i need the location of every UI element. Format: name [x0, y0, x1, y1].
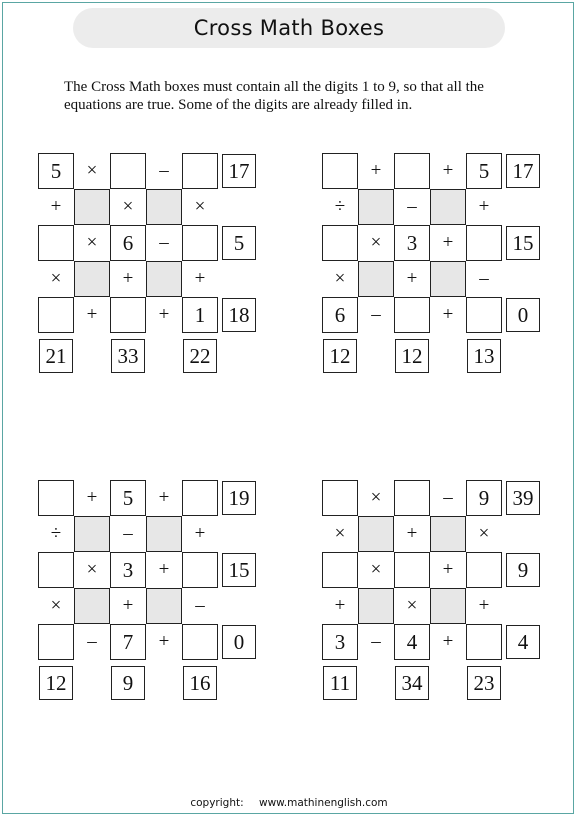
operator: ×	[50, 268, 62, 289]
row-result: 0	[222, 625, 256, 659]
blocked-cell	[146, 588, 182, 624]
puzzle-3	[38, 480, 298, 720]
operator: +	[442, 160, 454, 181]
operator: +	[442, 559, 454, 580]
number-cell[interactable]: 5	[38, 153, 74, 189]
number-cell[interactable]: 5	[466, 153, 502, 189]
number-cell[interactable]: 3	[110, 552, 146, 588]
number-cell[interactable]	[322, 480, 358, 516]
number-cell[interactable]	[322, 153, 358, 189]
copyright-site: www.mathinenglish.com	[258, 797, 388, 809]
column-result: 16	[183, 666, 217, 700]
blocked-cell	[430, 516, 466, 552]
operator: +	[406, 268, 418, 289]
number-cell[interactable]	[466, 225, 502, 261]
copyright-label: copyright:	[190, 797, 244, 809]
operator: +	[86, 304, 98, 325]
number-cell[interactable]	[38, 552, 74, 588]
blocked-cell	[146, 189, 182, 225]
row-result: 5	[222, 226, 256, 260]
number-cell[interactable]	[182, 480, 218, 516]
column-result: 9	[111, 666, 145, 700]
column-result: 21	[39, 339, 73, 373]
number-cell[interactable]: 3	[394, 225, 430, 261]
column-result: 12	[323, 339, 357, 373]
blocked-cell	[358, 189, 394, 225]
operator: ×	[194, 196, 206, 217]
number-cell[interactable]: 9	[466, 480, 502, 516]
row-result: 19	[222, 481, 256, 515]
number-cell[interactable]	[322, 552, 358, 588]
number-cell[interactable]	[182, 552, 218, 588]
number-cell[interactable]	[38, 480, 74, 516]
operator: +	[158, 487, 170, 508]
number-cell[interactable]: 4	[394, 624, 430, 660]
number-cell[interactable]: 1	[182, 297, 218, 333]
row-result: 17	[506, 154, 540, 188]
operator: +	[194, 268, 206, 289]
row-result: 18	[222, 298, 256, 332]
operator: –	[87, 631, 97, 652]
operator: ×	[86, 232, 98, 253]
row-result: 15	[222, 553, 256, 587]
operator: +	[442, 304, 454, 325]
operator: ×	[334, 523, 346, 544]
operator: ÷	[50, 523, 62, 544]
operator: +	[442, 232, 454, 253]
blocked-cell	[430, 189, 466, 225]
number-cell[interactable]: 6	[110, 225, 146, 261]
number-cell[interactable]	[38, 297, 74, 333]
operator: +	[334, 595, 346, 616]
operator: ×	[406, 595, 418, 616]
column-result: 12	[395, 339, 429, 373]
number-cell[interactable]	[182, 624, 218, 660]
number-cell[interactable]	[466, 552, 502, 588]
column-result: 33	[111, 339, 145, 373]
operator: –	[195, 595, 205, 616]
number-cell[interactable]	[110, 153, 146, 189]
blocked-cell	[430, 588, 466, 624]
operator: –	[371, 304, 381, 325]
number-cell[interactable]	[38, 624, 74, 660]
operator: ×	[370, 487, 382, 508]
blocked-cell	[358, 516, 394, 552]
row-result: 17	[222, 154, 256, 188]
puzzle-4	[322, 480, 578, 720]
operator: ×	[478, 523, 490, 544]
operator: ×	[370, 559, 382, 580]
number-cell[interactable]: 5	[110, 480, 146, 516]
number-cell[interactable]	[394, 480, 430, 516]
row-result: 39	[506, 481, 540, 515]
operator: ×	[370, 232, 382, 253]
operator: ×	[50, 595, 62, 616]
number-cell[interactable]	[394, 153, 430, 189]
blocked-cell	[74, 516, 110, 552]
footer	[0, 797, 578, 809]
number-cell[interactable]	[394, 297, 430, 333]
column-result: 23	[467, 666, 501, 700]
page-title: Cross Math Boxes	[73, 8, 505, 48]
number-cell[interactable]: 6	[322, 297, 358, 333]
operator: +	[158, 304, 170, 325]
number-cell[interactable]	[466, 624, 502, 660]
operator: +	[86, 487, 98, 508]
row-result: 9	[506, 553, 540, 587]
operator: –	[159, 232, 169, 253]
blocked-cell	[358, 261, 394, 297]
operator: –	[371, 631, 381, 652]
blocked-cell	[146, 261, 182, 297]
operator: +	[370, 160, 382, 181]
operator: +	[122, 268, 134, 289]
operator: ×	[86, 559, 98, 580]
blocked-cell	[74, 189, 110, 225]
operator: +	[50, 196, 62, 217]
blocked-cell	[146, 516, 182, 552]
operator: ×	[86, 160, 98, 181]
column-result: 13	[467, 339, 501, 373]
blocked-cell	[430, 261, 466, 297]
instructions: The Cross Math boxes must contain all the digits 1 to 9, so that all the equations are true. Some of the digits are already filled in.	[64, 79, 484, 113]
number-cell[interactable]	[394, 552, 430, 588]
operator: +	[442, 631, 454, 652]
operator: +	[406, 523, 418, 544]
operator: +	[478, 595, 490, 616]
row-result: 4	[506, 625, 540, 659]
number-cell[interactable]	[182, 153, 218, 189]
column-result: 12	[39, 666, 73, 700]
number-cell[interactable]	[466, 297, 502, 333]
column-result: 34	[395, 666, 429, 700]
blocked-cell	[358, 588, 394, 624]
number-cell[interactable]	[182, 225, 218, 261]
puzzle-1	[38, 153, 298, 393]
operator: +	[478, 196, 490, 217]
number-cell[interactable]: 3	[322, 624, 358, 660]
operator: +	[158, 631, 170, 652]
operator: –	[123, 523, 133, 544]
operator: –	[407, 196, 417, 217]
operator: ÷	[334, 196, 346, 217]
puzzle-2	[322, 153, 578, 393]
operator: –	[159, 160, 169, 181]
number-cell[interactable]: 7	[110, 624, 146, 660]
blocked-cell	[74, 588, 110, 624]
blocked-cell	[74, 261, 110, 297]
number-cell[interactable]	[110, 297, 146, 333]
operator: +	[122, 595, 134, 616]
row-result: 15	[506, 226, 540, 260]
operator: +	[158, 559, 170, 580]
operator: ×	[122, 196, 134, 217]
column-result: 22	[183, 339, 217, 373]
column-result: 11	[323, 666, 357, 700]
operator: +	[194, 523, 206, 544]
row-result: 0	[506, 298, 540, 332]
operator: ×	[334, 268, 346, 289]
number-cell[interactable]	[322, 225, 358, 261]
operator: –	[479, 268, 489, 289]
number-cell[interactable]	[38, 225, 74, 261]
operator: –	[443, 487, 453, 508]
